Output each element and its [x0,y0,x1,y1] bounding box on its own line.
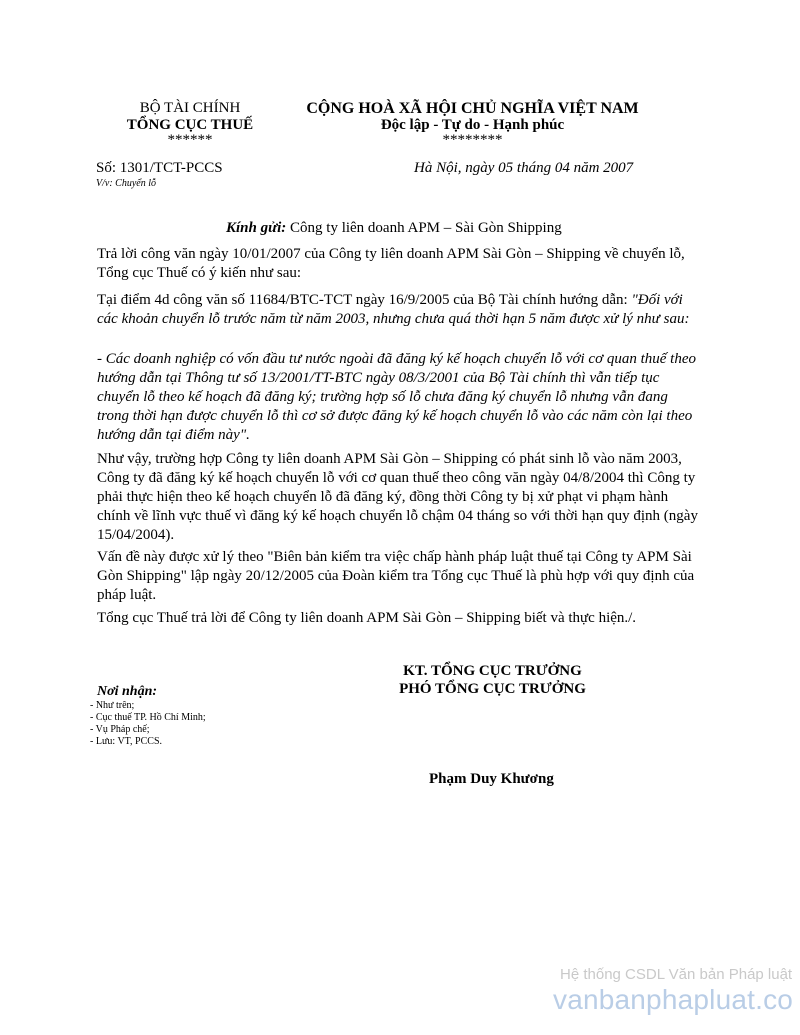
recipient-label: Kính gửi: [226,220,287,236]
recipients-title: Nơi nhận: [97,684,158,699]
document-number: Số: 1301/TCT-PCCS [96,160,223,176]
ministry-name: BỘ TÀI CHÍNH [139,100,241,116]
recipient-line [226,220,562,237]
header-left [100,100,280,147]
paragraph-2 [97,291,703,329]
signature-block [360,662,625,698]
recipient-item: - Như trên; [90,700,135,711]
recipient-name: Công ty liên doanh APM – Sài Gòn Shipping [286,220,562,236]
department-name: TỔNG CỤC THUẾ [126,117,254,133]
paragraph-5: Vấn đề này được xử lý theo "Biên bản kiểm tra việc chấp hành pháp luật thuế tại Công ty APM Sài Gòn Shipping" lập ngày 20/12/2005 của Đoàn kiểm tra Tổng cục Thuế là phù hợp với quy định của pháp luật. [97,549,695,603]
header-right-stars: ******** [442,132,503,148]
recipient-item: - Vụ Pháp chế; [90,724,150,735]
country-name: CỘNG HOÀ XÃ HỘI CHỦ NGHĨA VIỆT NAM [306,100,639,117]
paragraph-1: Trả lời công văn ngày 10/01/2007 của Công ty liên doanh APM Sài Gòn – Shipping về chuyển lỗ, Tổng cục Thuế có ý kiến như sau: [97,246,685,281]
recipient-item: - Lưu: VT, PCCS. [90,736,163,747]
motto: Độc lập - Tự do - Hạnh phúc [380,117,565,133]
header-left-stars: ****** [167,132,213,148]
signature-title-1: KT. TỔNG CỤC TRƯỞNG [403,663,582,679]
signature-title-2: PHÓ TỔNG CỤC TRƯỞNG [399,681,586,697]
paragraph-6: Tổng cục Thuế trả lời để Công ty liên doanh APM Sài Gòn – Shipping biết và thực hiện./. [97,610,637,626]
document-subject: V/v: Chuyển lỗ [96,178,156,189]
signer-name: Phạm Duy Khương [429,771,554,787]
header-right [290,100,655,147]
paragraph-2-text: Tại điểm 4d công văn số 11684/BTC-TCT ngày 16/9/2005 của Bộ Tài chính hướng dẫn: [97,292,632,308]
place-date: Hà Nội, ngày 05 tháng 04 năm 2007 [414,160,634,176]
paragraph-3-quote: - Các doanh nghiệp có vốn đầu tư nước ngoài đã đăng ký kế hoạch chuyển lỗ với cơ quan thuế theo hướng dẫn tại Thông tư số 13/2001/TT-BTC ngày 08/3/2001 của Bộ Tài chính thì vẫn tiếp tục chuyển lỗ theo kế hoạch đã đăng ký; trường hợp số lỗ chưa đăng ký chuyển lỗ nhưng vẫn đang trong thời hạn được chuyển lỗ thì cơ sở được đăng ký kế hoạch chuyển lỗ vào các năm còn lại theo hướng dẫn tại điểm này". [97,351,696,443]
recipient-item: - Cục thuế TP. Hồ Chí Minh; [90,712,206,723]
watermark-site: vanbanphapluat.co [553,984,794,1015]
paragraph-4: Như vậy, trường hợp Công ty liên doanh APM Sài Gòn – Shipping có phát sinh lỗ vào năm 2003, Công ty đã đăng ký kế hoạch chuyển lỗ với cơ quan thuế theo công văn ngày 04/8/2004 thì Công ty phải thực hiện theo kế hoạch chuyển lỗ đã đăng ký, đồng thời Công ty bị xử phạt vi phạm hành chính về lĩnh vực thuế vì đăng ký kế hoạch chuyển lỗ chậm 04 tháng so với thời hạn quy định (ngày 15/04/2004). [97,451,698,543]
paragraph-2-quote: "Đối với các khoản chuyển lỗ trước năm từ năm 2003, nhưng chưa quá thời hạn 5 năm được xử lý như sau: [97,292,690,327]
recipients-block [90,683,206,748]
watermark-system: Hệ thống CSDL Văn bản Pháp luật [560,966,793,983]
